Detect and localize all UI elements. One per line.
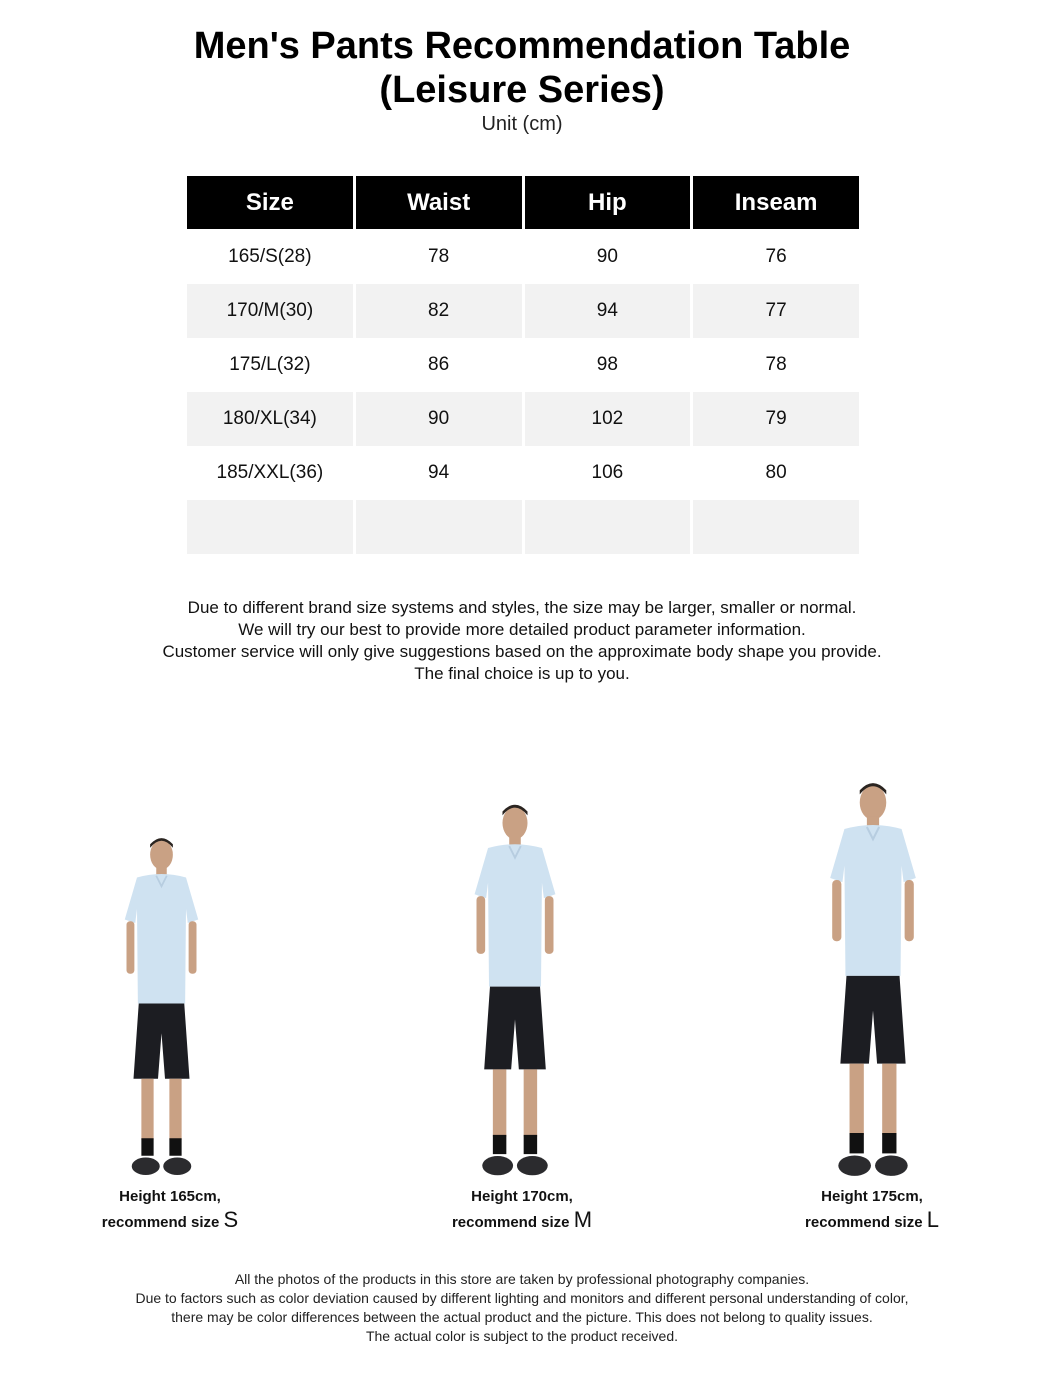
caption-size: S — [223, 1207, 239, 1232]
cell-waist: 86 — [428, 354, 450, 375]
cell-size: 180/XL(34) — [187, 392, 353, 446]
note-line: The final choice is up to you. — [414, 664, 630, 683]
model-photo-170 — [455, 798, 575, 1183]
footer-line: there may be color differences between the actual product and the picture. This does not belong to quality issues. — [171, 1309, 873, 1325]
cell-hip: 102 — [525, 392, 691, 446]
header-waist: Waist — [356, 176, 522, 229]
cell-inseam: 78 — [765, 354, 787, 375]
cell-inseam — [693, 500, 859, 554]
cell-hip: 94 — [525, 284, 691, 338]
model-caption-m — [422, 1185, 622, 1234]
caption-height: Height 170cm, — [471, 1188, 573, 1205]
caption-size: L — [926, 1207, 939, 1232]
model-photo-165 — [104, 832, 219, 1182]
cell-waist — [356, 500, 522, 554]
table-row — [187, 392, 859, 446]
photo-disclaimer — [0, 1270, 1044, 1346]
cell-hip: 106 — [591, 462, 624, 483]
cell-size: 165/S(28) — [228, 246, 312, 267]
cell-waist: 78 — [428, 246, 450, 267]
note-line: We will try our best to provide more detailed product parameter information. — [238, 620, 806, 639]
title-line-2: (Leisure Series) — [379, 69, 665, 111]
cell-size: 170/M(30) — [187, 284, 353, 338]
cell-inseam: 80 — [765, 462, 787, 483]
cell-size: 185/XXL(36) — [216, 462, 324, 483]
model-figure-s — [104, 832, 219, 1182]
title-line-1: Men's Pants Recommendation Table — [193, 25, 851, 67]
cell-waist: 94 — [428, 462, 450, 483]
table-header-row — [187, 176, 859, 230]
size-notes — [0, 597, 1044, 685]
cell-waist: 90 — [356, 392, 522, 446]
table-row — [187, 338, 859, 392]
footer-line: Due to factors such as color deviation caused by different lighting and monitors and different personal understanding of color, — [135, 1290, 909, 1306]
caption-size: M — [573, 1207, 593, 1232]
model-photo-175 — [812, 776, 934, 1184]
model-caption-s — [70, 1185, 270, 1234]
cell-inseam: 76 — [765, 246, 787, 267]
size-table — [187, 176, 859, 554]
cell-size: 175/L(32) — [229, 354, 311, 375]
table-row — [187, 446, 859, 500]
cell-hip — [525, 500, 691, 554]
table-row — [187, 230, 859, 284]
header-hip: Hip — [525, 176, 691, 229]
header-size: Size — [187, 176, 353, 229]
page-title — [0, 24, 1044, 112]
cell-size — [187, 500, 353, 554]
caption-height: Height 175cm, — [821, 1188, 923, 1205]
header-inseam: Inseam — [693, 176, 859, 229]
cell-waist: 82 — [356, 284, 522, 338]
caption-recommend: recommend size — [451, 1214, 570, 1231]
cell-inseam: 77 — [693, 284, 859, 338]
model-figure-l — [812, 776, 934, 1184]
table-row-empty — [187, 500, 859, 554]
cell-inseam: 79 — [693, 392, 859, 446]
footer-line: All the photos of the products in this store are taken by professional photography companies. — [234, 1271, 810, 1287]
caption-recommend: recommend size — [101, 1214, 220, 1231]
cell-hip: 90 — [596, 246, 618, 267]
cell-hip: 98 — [596, 354, 618, 375]
footer-line: The actual color is subject to the product received. — [365, 1328, 679, 1344]
caption-recommend: recommend size — [805, 1214, 923, 1231]
table-row — [187, 284, 859, 338]
model-caption-l — [772, 1185, 972, 1234]
note-line: Due to different brand size systems and styles, the size may be larger, smaller or normal. — [187, 598, 857, 617]
model-figure-m — [455, 798, 575, 1183]
unit-label: Unit (cm) — [481, 113, 563, 135]
note-line: Customer service will only give suggestions based on the approximate body shape you provide. — [162, 642, 882, 661]
caption-height: Height 165cm, — [119, 1188, 221, 1205]
